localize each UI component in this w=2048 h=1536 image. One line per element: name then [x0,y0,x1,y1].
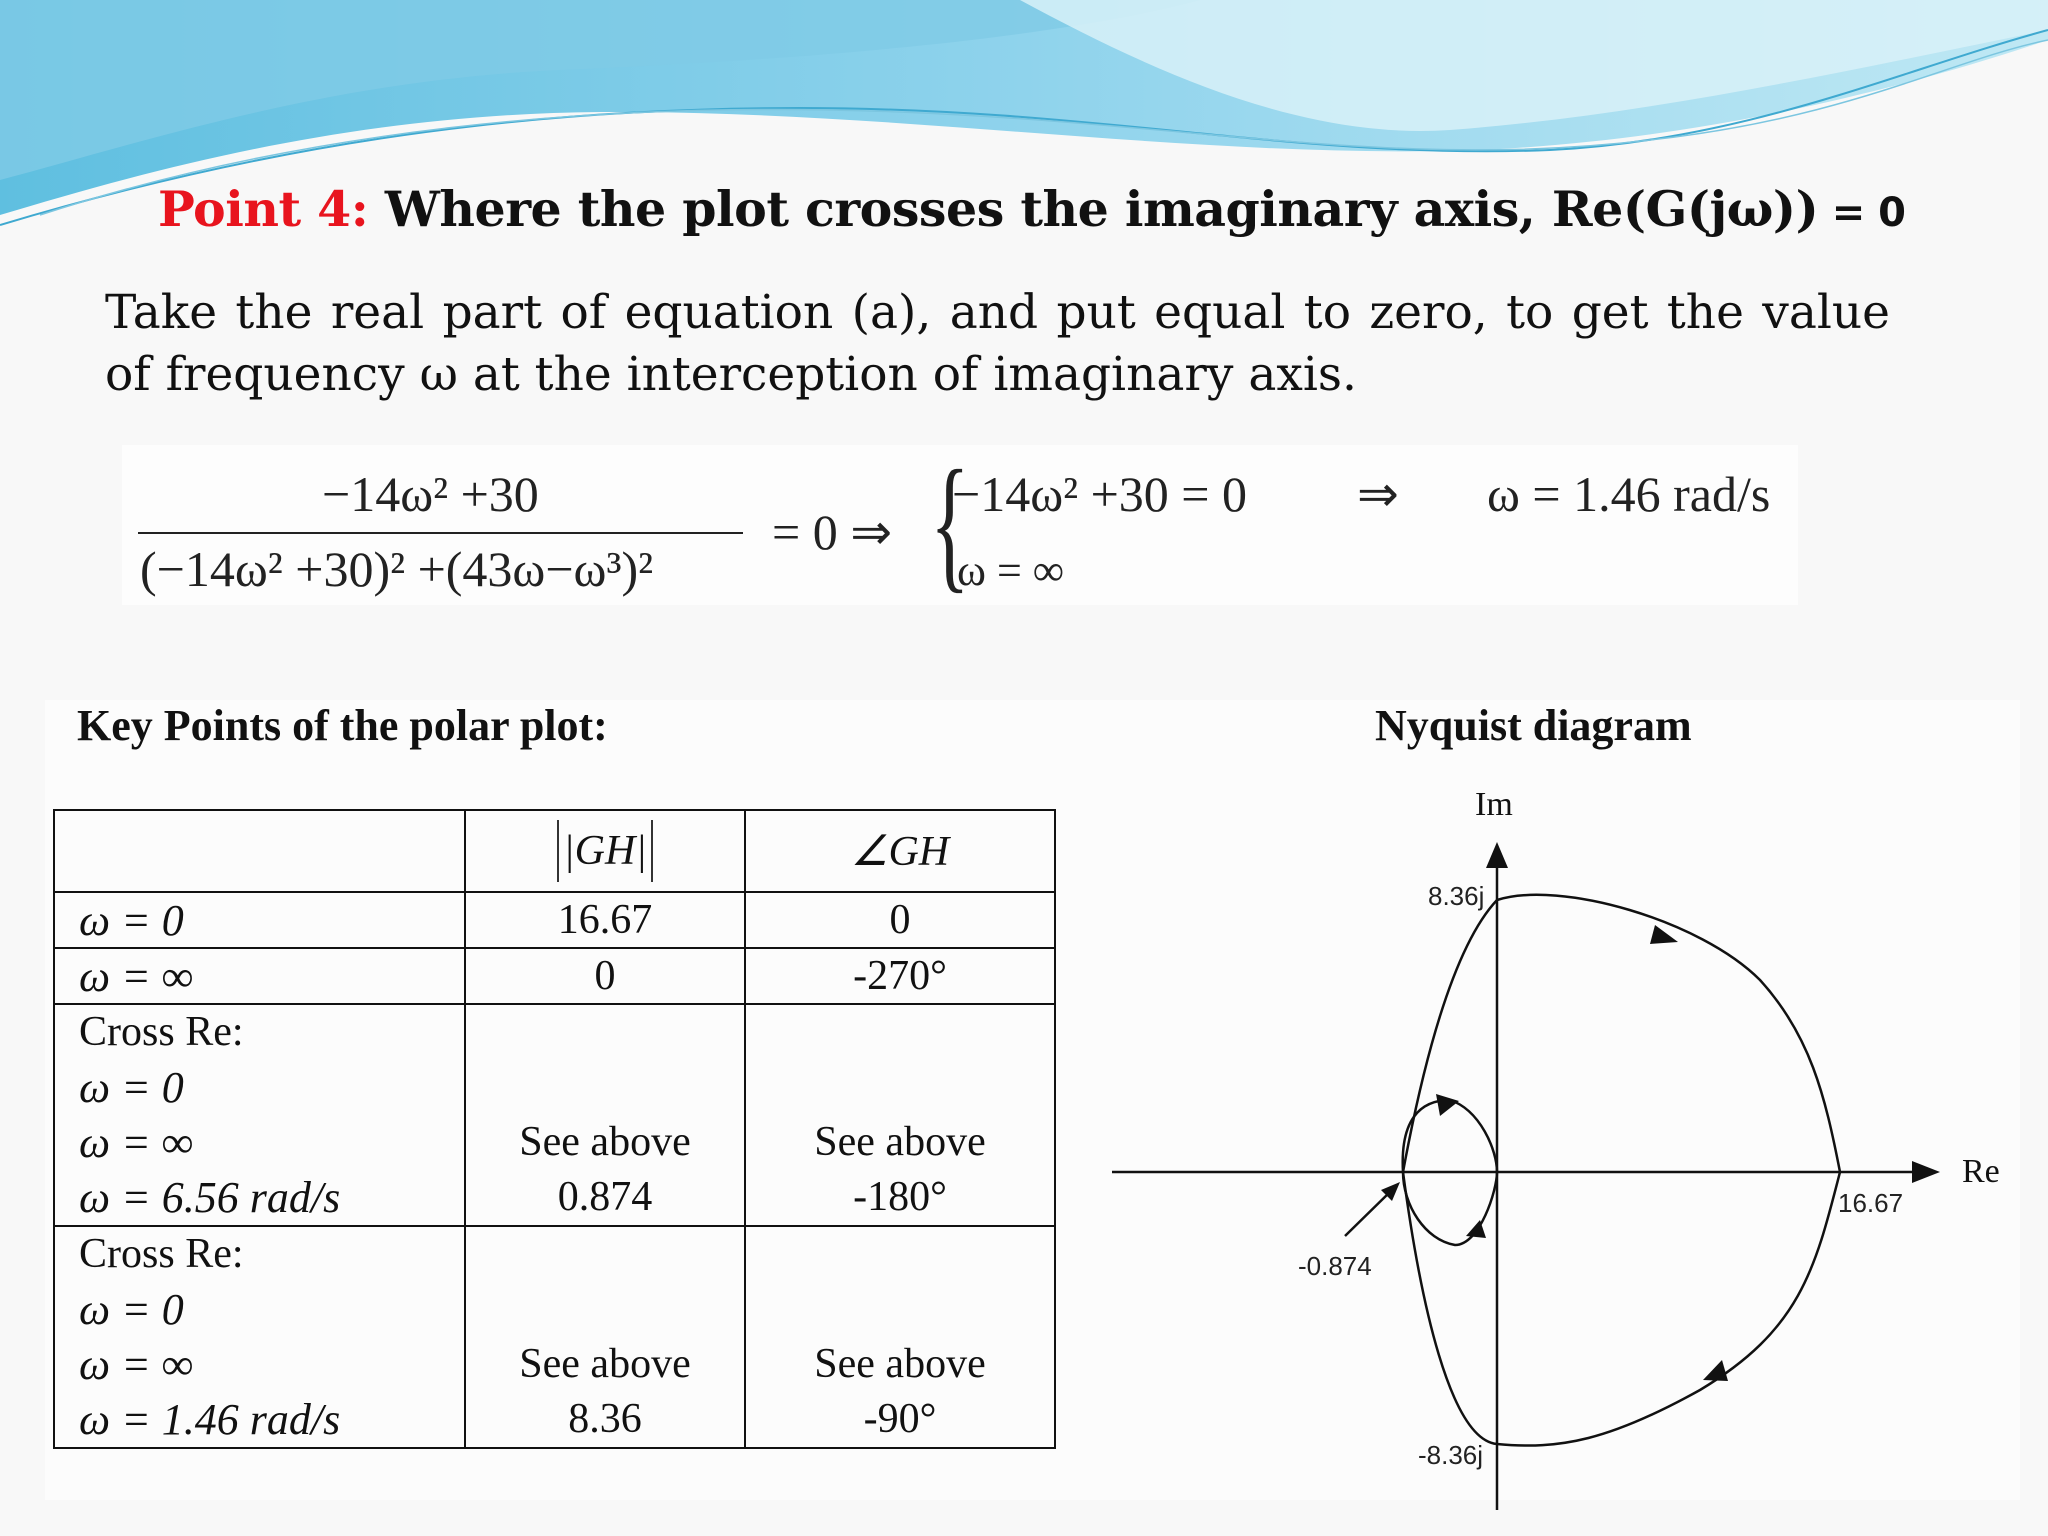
key-points-table [53,809,1056,1449]
block-title: Cross Re: [79,1009,244,1055]
block-mag-1: See above [519,1341,691,1387]
top-intercept-label: 8.36j [1428,881,1485,911]
block-line: ω = 6.56 rad/s [79,1173,341,1222]
equation-denominator: (−14ω² +30)² +(43ω−ω³)² [140,541,654,597]
block-ang-2: -90° [863,1396,937,1442]
imaginary-axis-arrow-icon [1486,842,1508,868]
slide-heading [158,180,1958,238]
equation-block [122,440,1798,606]
explanation-paragraph: Take the real part of equation (a), and put equal to zero, to get the value of frequency ω at the interception of imaginary axis. [105,285,1890,402]
header-cell-angle: ∠GH [745,810,1055,892]
bottom-intercept-label: -8.36j [1418,1440,1484,1470]
block-line: ω = 0 [79,1063,184,1112]
nyquist-curve-upper [1403,895,1840,1172]
block-ang-2: -180° [853,1174,947,1220]
equation-case-2: ω = ∞ [957,546,1065,595]
block-mag-2: 8.36 [568,1396,642,1442]
block-angle-cell [745,1004,1055,1226]
block-angle-cell [745,1226,1055,1448]
block-line: ω = ∞ [79,1340,194,1389]
left-intercept-label: -0.874 [1298,1251,1372,1281]
block-label-cell [54,1226,465,1448]
table-header-row [54,810,1055,892]
row-magnitude: 16.67 [465,892,745,948]
right-intercept-label: 16.67 [1838,1188,1904,1218]
re-axis-label: Re [1962,1153,2000,1190]
equation-result: ω = 1.46 rad/s [1487,466,1771,522]
block-line: ω = 0 [79,1285,184,1334]
heading-text: Where the plot crosses the imaginary axis, Re(G(jω)) [384,180,1819,238]
heading-equals-zero: = 0 [1818,190,1906,236]
nyquist-curve-lower [1403,1172,1840,1446]
table-row-block [54,1004,1055,1226]
nyquist-title: Nyquist diagram [1375,701,1692,750]
direction-arrow-icon [1436,1094,1459,1116]
row-magnitude: 0 [465,948,745,1004]
block-title: Cross Re: [79,1231,244,1277]
row-label: ω = 0 [54,892,465,948]
header-cell-magnitude: |GH| [465,810,745,892]
table-row [54,892,1055,948]
block-ang-1: See above [814,1119,986,1165]
pointer-line [1345,1189,1393,1236]
fraction-bar [138,532,743,534]
key-points-title: Key Points of the polar plot: [77,701,608,750]
equation-case-1: −14ω² +30 = 0 [952,466,1247,522]
table-row [54,948,1055,1004]
block-ang-1: See above [814,1341,986,1387]
equation-implies-arrow: ⇒ [1357,466,1399,522]
table-row-block [54,1226,1055,1448]
nyquist-plot [1100,780,2020,1520]
direction-arrow-icon [1650,925,1678,944]
header-cell-empty [54,810,465,892]
real-axis-arrow-icon [1912,1161,1940,1183]
equation-equals-implies: = 0 ⇒ [772,504,893,560]
block-label-cell [54,1004,465,1226]
equation-numerator: −14ω² +30 [322,466,539,522]
row-angle: -270° [745,948,1055,1004]
equation-brace: { [930,440,970,606]
block-mag-2: 0.874 [557,1174,653,1220]
block-mag-1: See above [519,1119,691,1165]
block-line: ω = 1.46 rad/s [79,1395,341,1444]
block-line: ω = ∞ [79,1118,194,1167]
im-axis-label: Im [1475,786,1513,823]
row-label: ω = ∞ [54,948,465,1004]
heading-prefix: Point 4: [158,180,369,238]
row-angle: 0 [745,892,1055,948]
block-magnitude-cell [465,1226,745,1448]
direction-arrow-icon [1703,1360,1728,1381]
block-magnitude-cell [465,1004,745,1226]
